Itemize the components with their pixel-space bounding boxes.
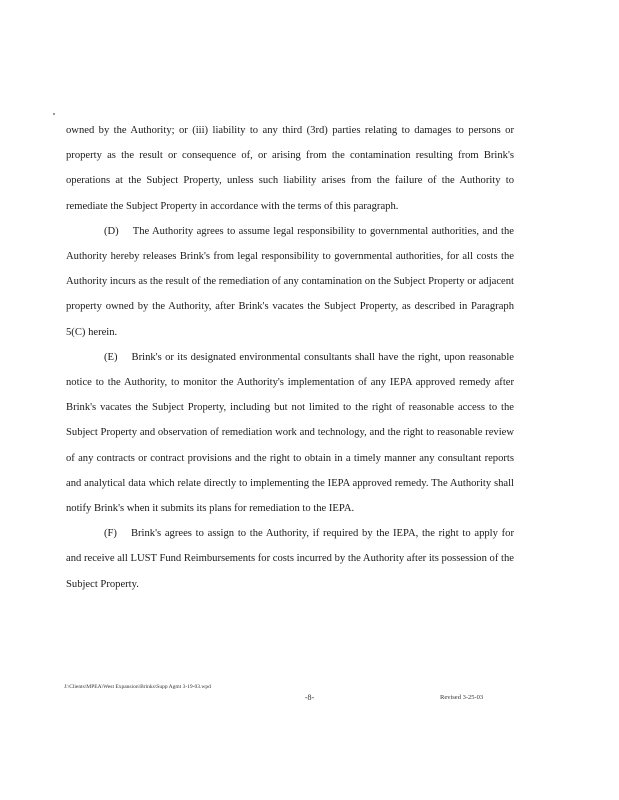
paragraph-f xyxy=(66,521,514,597)
footer-file-path: J:\Clients\MPEA\West Expansion\Brinks\Supp Agmt 3-19-03.wpd xyxy=(64,684,211,690)
paragraph-e xyxy=(66,345,514,521)
paragraph-text: owned by the Authority; or (iii) liability to any third (3rd) parties relating to damages to persons or property as the result or consequence of, or arising from the contamination resulting from Brink's operations at the Subject Property, unless such liability arises from the failure of the Authority to remediate the Subject Property in accordance with the terms of this paragraph. xyxy=(66,125,514,212)
document-body xyxy=(66,118,514,597)
paragraph-label: (F) xyxy=(104,528,117,540)
paragraph-text: The Authority agrees to assume legal responsibility to governmental authorities, and the Authority hereby releases Brink's from legal responsibility to governmental authorities, for all costs the Authority incurs as the result of the remediation of any contamination on the Subject Property or adjacent property owned by the Authority, after Brink's vacates the Subject Property, as described in Paragraph 5(C) herein. xyxy=(66,225,514,338)
paragraph-label: (E) xyxy=(104,351,118,363)
page-number: -8- xyxy=(304,693,315,702)
revision-date: Revised 3-25-03 xyxy=(440,694,484,701)
paragraph-continuation xyxy=(66,118,514,219)
paragraph-d xyxy=(66,219,514,345)
paragraph-text: Brink's or its designated environmental consultants shall have the right, upon reasonable notice to the Authority, to monitor the Authority's implementation of any IEPA approved remedy after Brink's vacates the Subject Property, including but not limited to the right of reasonable access to the Subject Property and observation of remediation work and technology, and the right to reasonable review of any contracts or contract provisions and the right to obtain in a timely manner any consultant reports and analytical data which relate directly to implementing the IEPA approved remedy. The Authority shall notify Brink's when it submits its plans for remediation to the IEPA. xyxy=(66,351,514,515)
scan-speck xyxy=(53,113,55,115)
paragraph-label: (D) xyxy=(104,225,119,237)
paragraph-text: Brink's agrees to assign to the Authority, if required by the IEPA, the right to apply for and receive all LUST Fund Reimbursements for costs incurred by the Authority after its possession of the Subject Property. xyxy=(66,528,514,590)
